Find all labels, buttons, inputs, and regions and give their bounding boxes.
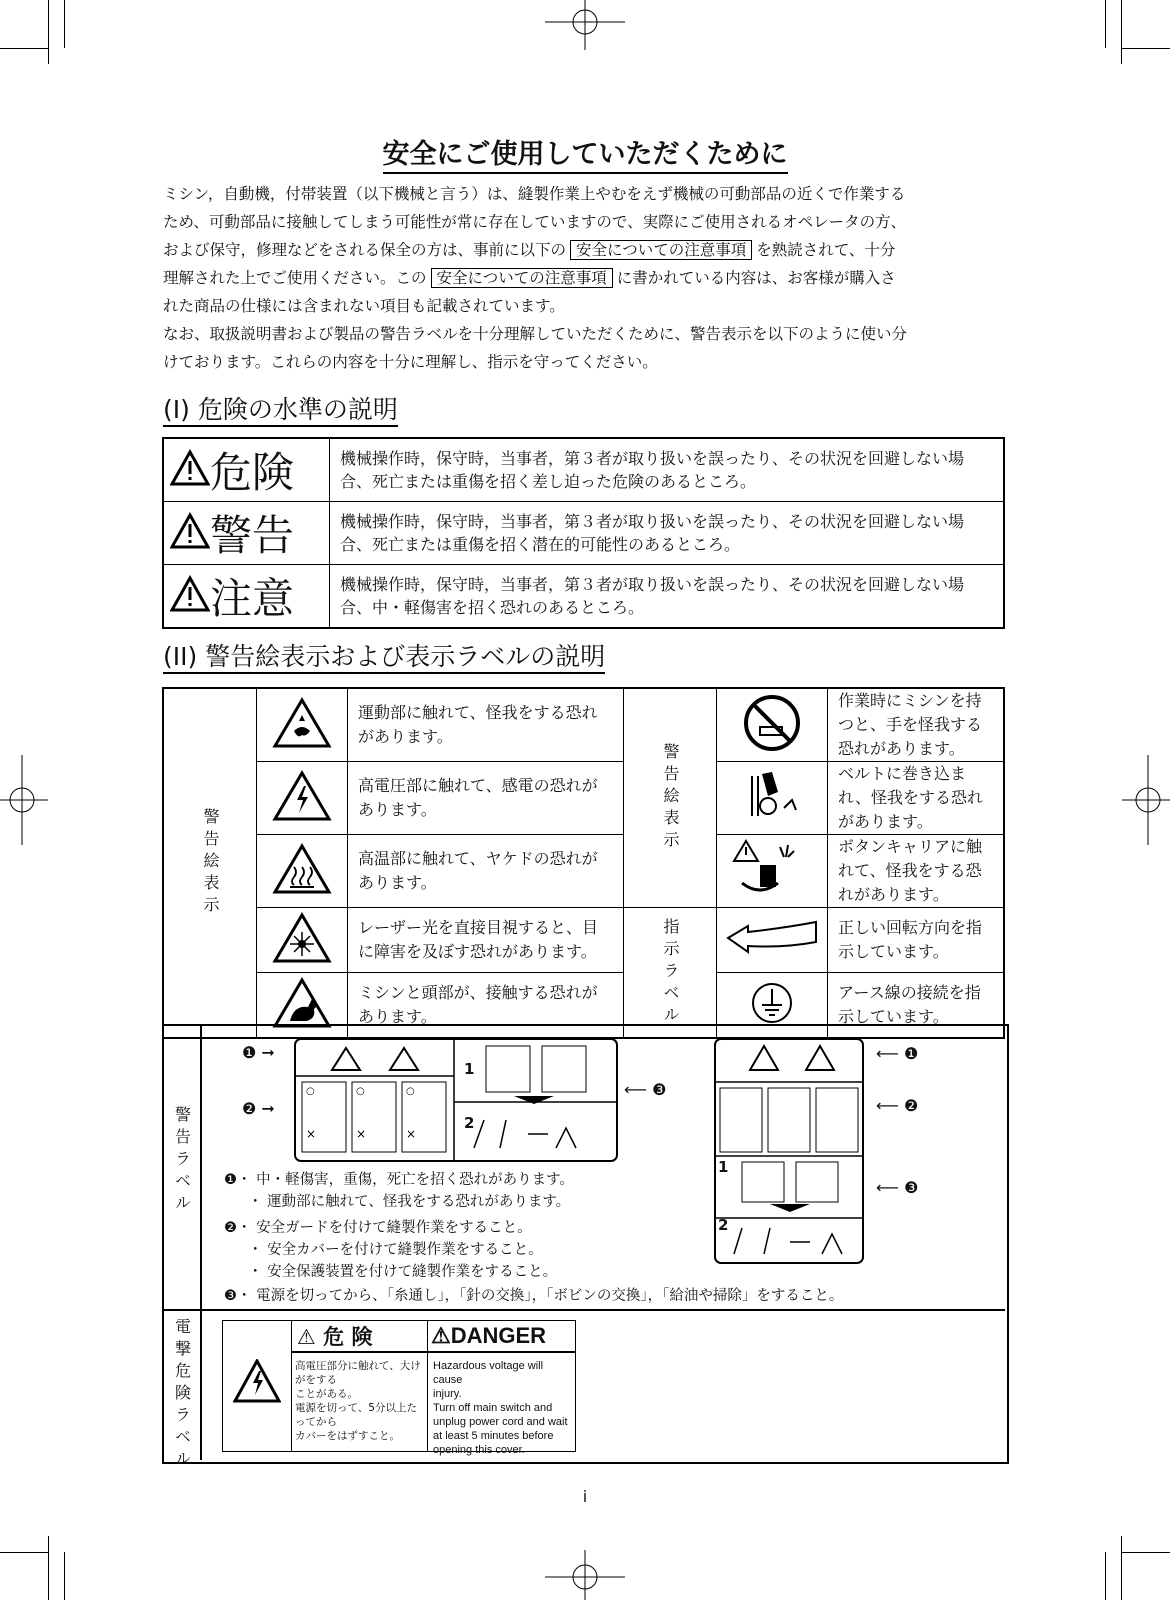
boxed-term: 安全についての注意事項 — [570, 240, 752, 260]
note-1: ❶・ 中・軽傷害，重傷，死亡を招く恐れがあります。 — [224, 1172, 574, 1188]
warning-labels-box — [162, 1024, 1009, 1472]
registration-mark-left — [0, 755, 48, 845]
table-row: 高電圧部に触れて、感電の恐れがあります。 ベルトに巻き込まれ、怪我をする恐れがあります。 — [163, 762, 1004, 835]
marker-2-right: ⟵ ❷ — [876, 1096, 919, 1115]
svg-text:×: × — [306, 1127, 317, 1141]
table-row: ミシンと頭部が、接触する恐れがあります。 アース線の接続を指示しています。 — [163, 973, 1004, 1039]
danger-jp-text: 高電圧部分に触れて、大けがをする ことがある。 電源を切って、5分以上たってから カバーをはずすこと。 — [295, 1360, 421, 1442]
intro-text: ミシン，自動機，付帯装置（以下機械と言う）は、縫製作業上やむをえず機械の可動部品の近くで作業する ため、可動部品に接触してしまう可能性が常に存在していますので、実際にご使用されるオペレータの方、 および保守，修理などをされる保全の方は、事前に以下の 安全についての注意事項 を熟読されて、十分 理解された上でご使用ください。この 安全についての注意事項 に書かれている内容は、お客様が購入さ れた商品の仕様には含まれない項目も記載されています。 なお、取扱説明書および製品の警告ラベルを十分理解していただくために、警告表示を以下のように使い分 けております。これらの内容を十分に理解し、指示を守ってください。 — [163, 185, 908, 371]
svg-text:○: ○ — [356, 1086, 365, 1097]
svg-text:×: × — [406, 1127, 417, 1141]
warning-label-diagram-horizontal — [294, 1038, 618, 1162]
earth-ground-icon — [750, 981, 794, 1025]
marker-1: ❶ ➞ — [242, 1043, 275, 1062]
electric-shock-label — [222, 1320, 576, 1456]
no-lifting-icon — [742, 693, 802, 753]
step-2-label: 2 — [464, 1114, 475, 1132]
note-3: ❷・ 安全ガードを付けて縫製作業をすること。 — [224, 1220, 532, 1236]
marker-1-right: ⟵ ❶ — [876, 1044, 919, 1063]
danger-en-heading: ⚠DANGER — [431, 1323, 547, 1348]
registration-mark-top — [545, 0, 625, 50]
table-row — [163, 438, 1004, 502]
hot-surface-icon — [272, 843, 332, 895]
warning-label-diagram-vertical — [714, 1038, 864, 1264]
note-4: ・ 安全カバーを付けて縫製作業をすること。 — [248, 1242, 543, 1258]
table-row — [163, 502, 1004, 565]
svg-text:×: × — [356, 1127, 367, 1141]
step-2-label-right: 2 — [718, 1216, 729, 1234]
marker-2: ❷ ➞ — [242, 1099, 275, 1118]
warning-pictogram-table — [162, 687, 1005, 1039]
level-label-warning: 警告 — [163, 502, 330, 565]
note-5: ・ 安全保護装置を付けて縫製作業をすること。 — [248, 1264, 558, 1280]
warning-triangle-icon — [170, 575, 210, 613]
shock-label-header: 電撃危険ラベル — [172, 1318, 192, 1472]
svg-text:○: ○ — [406, 1086, 415, 1097]
section-heading-1: (I) 危険の水準の説明 — [163, 390, 398, 426]
hazard-level-table — [162, 437, 1005, 629]
table-row: 高温部に触れて、ヤケドの恐れがあります。 ボタンキャリアに触れて、怪我をする恐れがあります。 — [163, 835, 1004, 908]
level-desc: 機械操作時，保守時，当事者，第３者が取り扱いを誤ったり、その状況を回避しない場合、死亡または重傷を招く差し迫った危険のあるところ。 — [330, 438, 1005, 502]
note-2: ・ 運動部に触れて、怪我をする恐れがあります。 — [248, 1194, 571, 1210]
warning-triangle-icon — [170, 449, 210, 487]
left-column-header: 警告絵表示 — [163, 688, 257, 1038]
rotation-arrow-icon — [724, 918, 820, 958]
belt-entanglement-icon — [742, 768, 802, 824]
right-column-header-1: 警告絵表示 — [624, 688, 717, 908]
table-row: 警告絵表示 運動部に触れて、怪我をする恐れがあります。 警告絵表示 作業時にミシンを持つと、手を怪我する恐れがあります。 — [163, 688, 1004, 762]
high-voltage-icon — [272, 770, 332, 822]
head-crush-icon — [272, 977, 332, 1029]
warning-triangle-icon — [170, 512, 210, 550]
level-desc: 機械操作時，保守時，当事者，第３者が取り扱いを誤ったり、その状況を回避しない場合、中・軽傷害を招く恐れのあるところ。 — [330, 565, 1005, 629]
marker-3-right: ⟵ ❸ — [876, 1178, 919, 1197]
right-column-header-2: 指示ラベル — [624, 908, 717, 1039]
page-number: i — [582, 1487, 588, 1506]
page-title: 安全にご使用していただくために — [0, 132, 1170, 171]
level-label-danger: 危険 — [163, 438, 330, 502]
high-voltage-icon — [233, 1359, 281, 1403]
laser-icon — [272, 912, 332, 964]
boxed-term: 安全についての注意事項 — [431, 268, 613, 288]
svg-text:○: ○ — [306, 1086, 315, 1097]
warning-label-header: 警告ラベル — [172, 1106, 192, 1216]
table-row — [163, 565, 1004, 629]
registration-mark-right — [1122, 755, 1170, 845]
level-desc: 機械操作時，保守時，当事者，第３者が取り扱いを誤ったり、その状況を回避しない場合、死亡または重傷を招く潜在的可能性のあるところ。 — [330, 502, 1005, 565]
danger-en-text: Hazardous voltage will cause injury. Turn off main switch and unplug power cord and wait at least 5 minutes before opening this cover. — [433, 1360, 568, 1456]
moving-parts-hand-icon — [272, 697, 332, 749]
marker-3: ⟵ ❸ — [624, 1080, 667, 1099]
step-1-label: 1 — [464, 1060, 475, 1078]
registration-mark-bottom — [545, 1550, 625, 1600]
level-label-caution: 注意 — [163, 565, 330, 629]
section-heading-2: (II) 警告絵表示および表示ラベルの説明 — [163, 637, 605, 673]
note-6: ❸・ 電源を切ってから、「糸通し」，「針の交換」，「ボビンの交換」，「給油や掃除」をすること。 — [224, 1288, 844, 1304]
button-carrier-icon — [732, 839, 812, 899]
danger-jp-heading: ⚠ 危 険 — [297, 1325, 373, 1349]
table-row: レーザー光を直接目視すると、目に障害を及ぼす恐れがあります。 指示ラベル 正しい回転方向を指示しています。 — [163, 908, 1004, 973]
step-1-label-right: 1 — [718, 1158, 729, 1176]
